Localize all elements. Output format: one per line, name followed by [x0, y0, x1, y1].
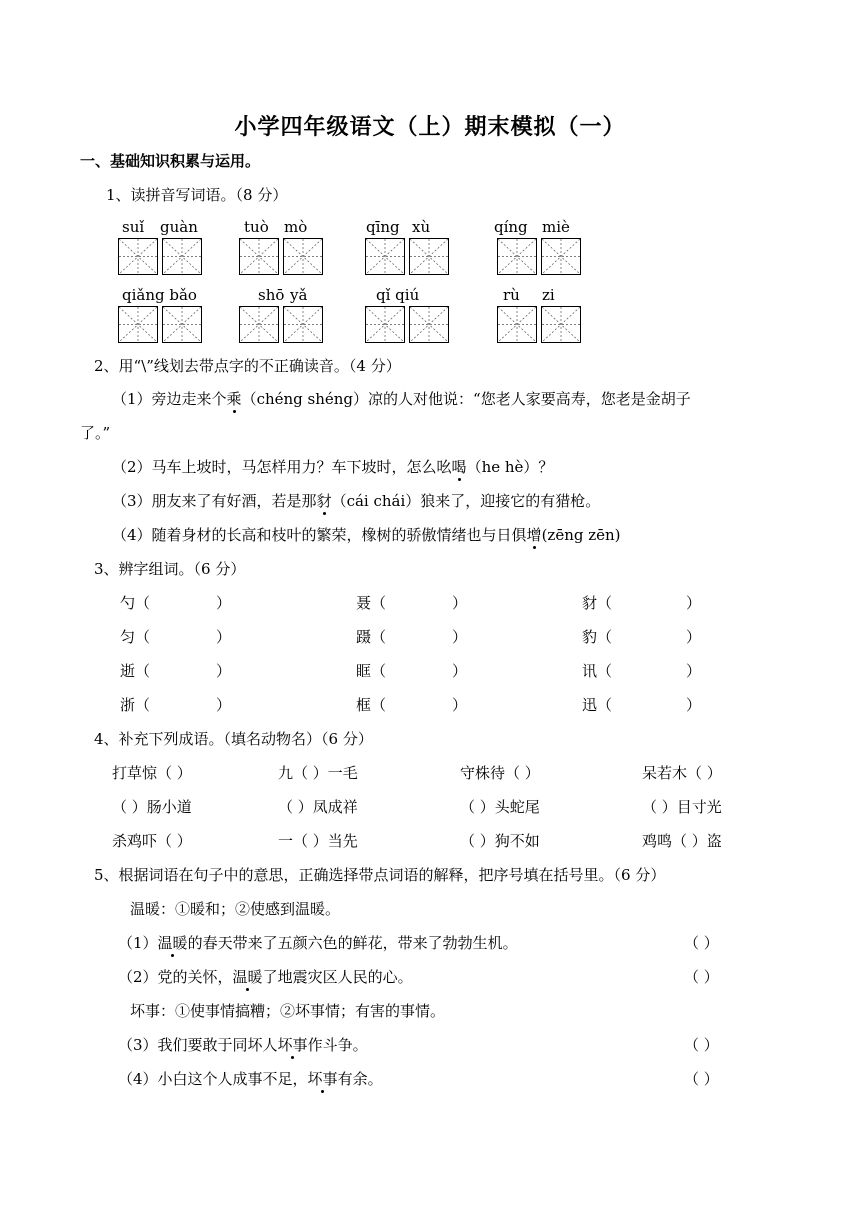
answer-bracket: （ ）: [684, 1070, 719, 1088]
bracket-close: ）: [686, 594, 702, 612]
dotted-word: 坏事: [307, 1070, 338, 1088]
pinyin: guàn: [160, 218, 198, 236]
q2-sentence-1: [112, 388, 691, 409]
sentence-text: 了地震灾区人民的心。: [262, 968, 413, 986]
q2-sentence-3: [112, 490, 600, 511]
char-item: 豺（: [582, 594, 613, 612]
writing-grid-box[interactable]: [409, 306, 449, 343]
pinyin: qǐ qiú: [376, 286, 420, 304]
idiom-item: （ ）肠小道: [112, 798, 192, 816]
sentence-text: （2）马车上坡时，马怎样用力？车下坡时，怎么吆: [112, 458, 452, 476]
idiom-item: 守株待（ ）: [460, 764, 540, 782]
idiom-item: （ ）狗不如: [460, 832, 540, 850]
q5-sentence-1: [118, 932, 518, 953]
bracket-close: ）: [452, 628, 468, 646]
dotted-char: 喝: [451, 458, 467, 476]
sentence-text: （1）: [118, 934, 158, 952]
sentence-text: （3）我们要敢于同坏人: [118, 1036, 278, 1054]
sentence-text: （chéng shéng）凉的人对他说：“您老人家要高寿，您老是金胡子: [241, 390, 691, 408]
writing-grid-box[interactable]: [365, 238, 405, 275]
bracket-close: ）: [216, 628, 232, 646]
section-heading: 一、基础知识积累与运用。: [80, 152, 261, 170]
sentence-text: （cái chái）狼来了，迎接它的有猎枪。: [331, 492, 601, 510]
bracket-close: ）: [216, 594, 232, 612]
pinyin: xù: [412, 218, 431, 236]
bracket-close: ）: [686, 662, 702, 680]
sentence-text: （4）随着身材的长高和枝叶的繁荣，橡树的骄傲情绪也与日俱: [112, 526, 527, 544]
pinyin: tuò: [244, 218, 269, 236]
char-item: 眶（: [356, 662, 387, 680]
q2-sentence-2: [112, 456, 553, 477]
definition: 坏事：①使事情搞糟；②坏事情；有害的事情。: [130, 1002, 446, 1020]
pinyin: miè: [542, 218, 570, 236]
idiom-item: 鸡鸣（ ）盗: [642, 832, 722, 850]
q2-sentence-1-cont: 了。”: [80, 424, 111, 442]
q2-sentence-4: [112, 524, 621, 545]
dotted-word: 温暖: [157, 934, 188, 952]
sentence-text: (zēng zēn): [541, 526, 621, 544]
char-item: 框（: [356, 696, 387, 714]
bracket-close: ）: [452, 696, 468, 714]
char-item: 聂（: [356, 594, 387, 612]
idiom-item: （ ）凤成祥: [278, 798, 358, 816]
sentence-text: （2）党的关怀，: [118, 968, 233, 986]
answer-bracket: （ ）: [684, 1036, 719, 1054]
char-item: 匀（: [120, 628, 151, 646]
pinyin: yǎ: [290, 286, 308, 304]
pinyin: suǐ: [122, 218, 145, 236]
bracket-close: ）: [216, 662, 232, 680]
q3-heading: 3、辨字组词。（6 分）: [94, 560, 246, 578]
writing-grid-box[interactable]: [409, 238, 449, 275]
definition: 温暖：①暖和；②使感到温暖。: [130, 900, 341, 918]
pinyin: qīng: [366, 218, 400, 236]
pinyin: zi: [542, 286, 555, 304]
dotted-char: 乘: [226, 390, 242, 408]
idiom-item: 打草惊（ ）: [112, 764, 192, 782]
sentence-text: （4）小白这个人成事不足，: [118, 1070, 308, 1088]
char-item: 浙（: [120, 696, 151, 714]
char-item: 勺（: [120, 594, 151, 612]
bracket-close: ）: [452, 662, 468, 680]
q5-sentence-3: [118, 1034, 368, 1055]
bracket-close: ）: [686, 696, 702, 714]
q5-sentence-4: [118, 1068, 383, 1089]
dotted-char: 增: [526, 526, 542, 544]
sentence-text: 作斗争。: [307, 1036, 368, 1054]
dotted-word: 坏事: [277, 1036, 308, 1054]
char-item: 逝（: [120, 662, 151, 680]
q4-heading: 4、补充下列成语。（填名动物名）（6 分）: [94, 730, 373, 748]
writing-grid-box[interactable]: [162, 306, 202, 343]
idiom-item: 杀鸡吓（ ）: [112, 832, 192, 850]
writing-grid-box[interactable]: [118, 306, 158, 343]
char-item: 豹（: [582, 628, 613, 646]
idiom-item: 九（ ）一毛: [278, 764, 358, 782]
page-title: 小学四年级语文（上）期末模拟（一）: [234, 114, 626, 140]
q2-heading: 2、用“\”线划去带点字的不正确读音。（4 分）: [94, 357, 401, 375]
writing-grid-box[interactable]: [365, 306, 405, 343]
sentence-text: （3）朋友来了有好酒，若是那: [112, 492, 317, 510]
dotted-char: 豺: [316, 492, 332, 510]
writing-grid-box[interactable]: [162, 238, 202, 275]
writing-grid-box[interactable]: [239, 306, 279, 343]
q5-heading: 5、根据词语在句子中的意思，正确选择带点词语的解释，把序号填在括号里。（6 分）: [94, 866, 666, 884]
pinyin: rù: [503, 286, 520, 304]
sentence-text: （he hè）？: [466, 458, 554, 476]
writing-grid-box[interactable]: [497, 306, 537, 343]
writing-grid-box[interactable]: [497, 238, 537, 275]
pinyin: qiǎng bǎo: [122, 286, 197, 304]
writing-grid-box[interactable]: [541, 306, 581, 343]
idiom-item: （ ）头蛇尾: [460, 798, 540, 816]
pinyin: shō: [258, 286, 285, 304]
idiom-item: 呆若木（ ）: [642, 764, 722, 782]
char-item: 讯（: [582, 662, 613, 680]
char-item: 迅（: [582, 696, 613, 714]
char-item: 蹑（: [356, 628, 387, 646]
writing-grid-box[interactable]: [239, 238, 279, 275]
dotted-word: 温暖: [232, 968, 263, 986]
answer-bracket: （ ）: [684, 968, 719, 986]
pinyin: qíng: [494, 218, 528, 236]
q1-heading: 1、读拼音写词语。（8 分）: [106, 186, 288, 204]
q5-sentence-2: [118, 966, 413, 987]
sentence-text: （1）旁边走来个: [112, 390, 227, 408]
writing-grid-box[interactable]: [283, 306, 323, 343]
idiom-item: （ ）目寸光: [642, 798, 722, 816]
bracket-close: ）: [216, 696, 232, 714]
answer-bracket: （ ）: [684, 934, 719, 952]
bracket-close: ）: [452, 594, 468, 612]
writing-grid-box[interactable]: [541, 238, 581, 275]
writing-grid-box[interactable]: [118, 238, 158, 275]
pinyin: mò: [284, 218, 308, 236]
sentence-text: 有余。: [337, 1070, 383, 1088]
sentence-text: 的春天带来了五颜六色的鲜花，带来了勃勃生机。: [187, 934, 518, 952]
bracket-close: ）: [686, 628, 702, 646]
writing-grid-box[interactable]: [283, 238, 323, 275]
idiom-item: 一（ ）当先: [278, 832, 358, 850]
